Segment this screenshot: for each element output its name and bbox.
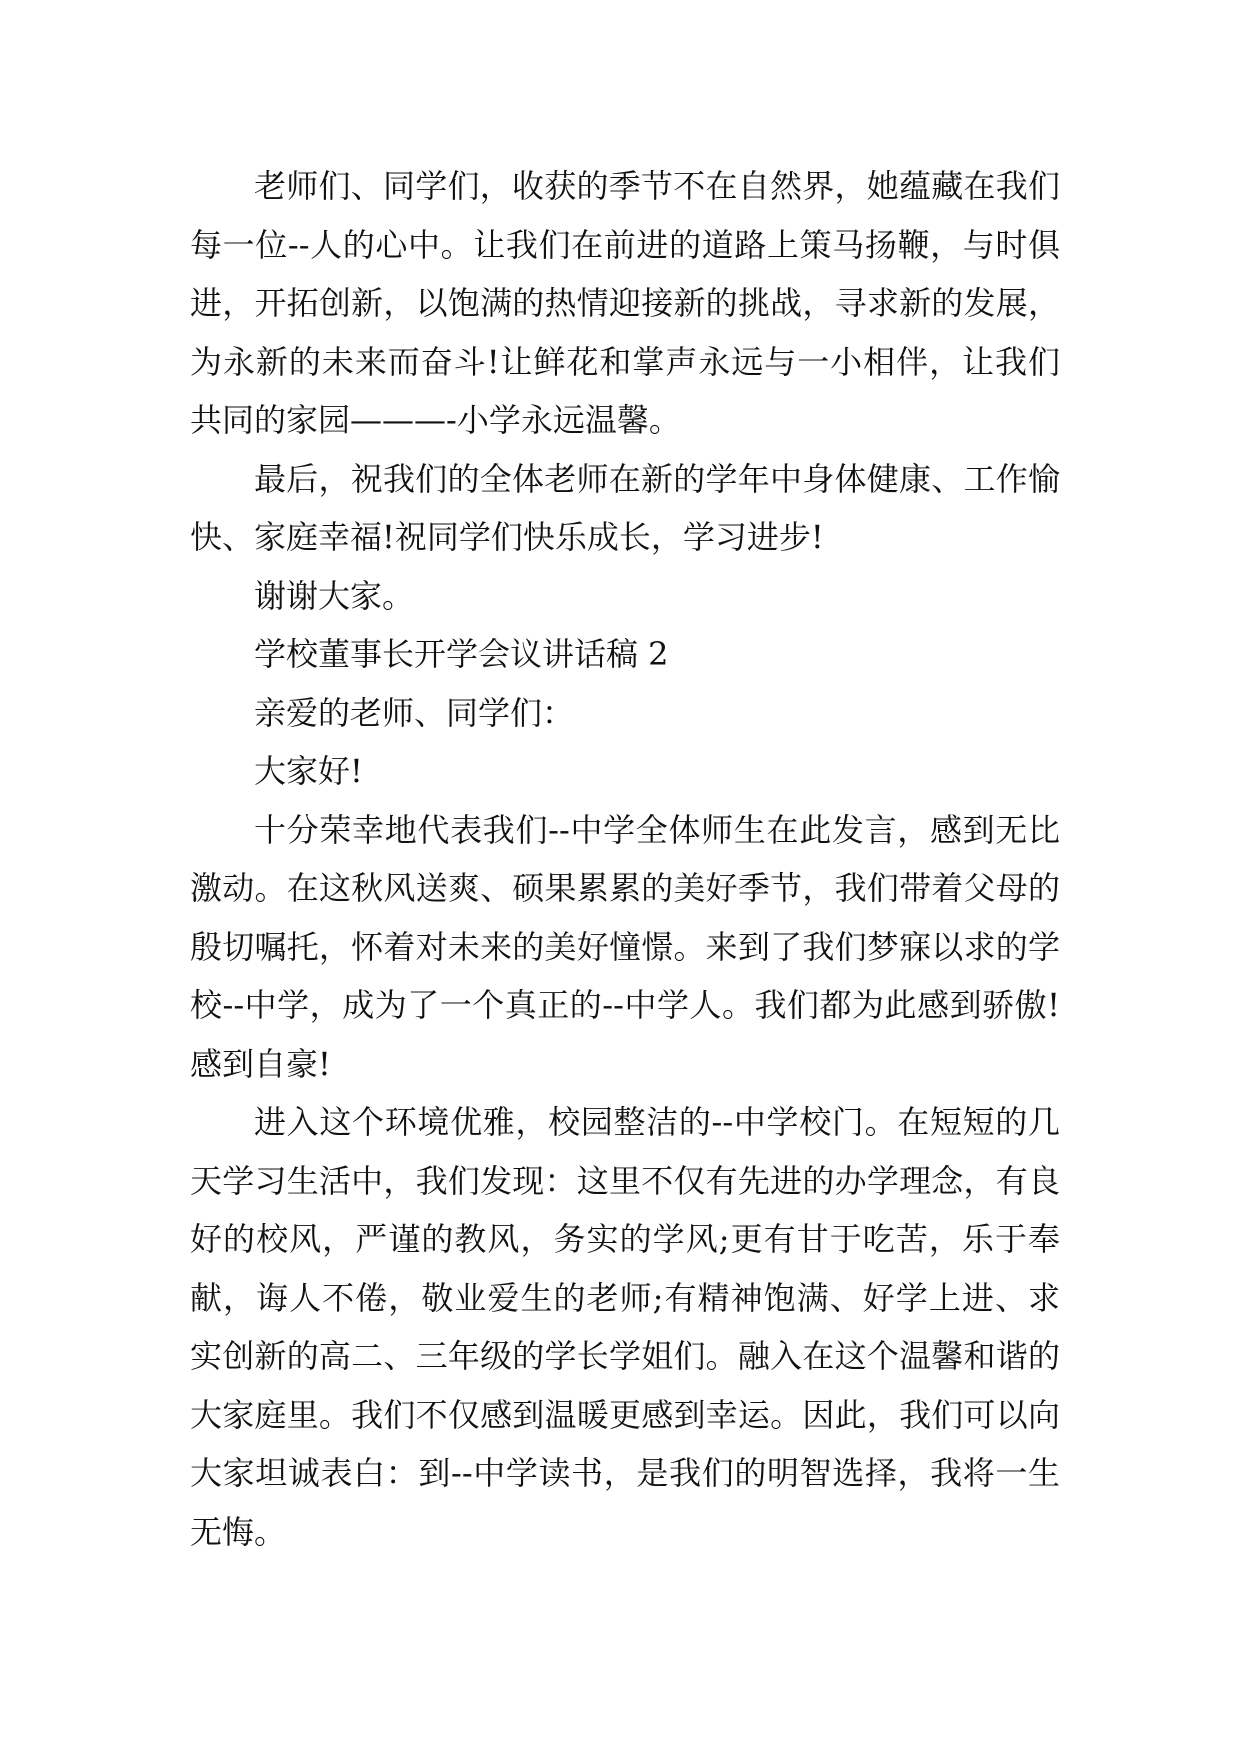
paragraph-final-blessing: 最后，祝我们的全体老师在新的学年中身体健康、工作愉快、家庭幸福!祝同学们快乐成长，学习进步! bbox=[190, 459, 1060, 556]
greeting: 大家好! bbox=[254, 752, 363, 790]
speech-title: 学校董事长开学会议讲话稿 2 bbox=[254, 635, 669, 673]
document-body bbox=[190, 157, 1060, 1561]
paragraph-thanks: 谢谢大家。 bbox=[254, 576, 415, 615]
paragraph-school-life: 进入这个环境优雅，校园整洁的--中学校门。在短短的几天学习生活中，我们发现：这里不仅有先进的办学理念，有良好的校风，严谨的教风，务实的学风;更有甘于吃苦，乐于奉献，诲人不倦，敬业爱生的老师;有精神饱满、好学上进、求实创新的高二、三年级的学长学姐们。融入在这个温馨和谐的大家庭里。我们不仅感到温暖更感到幸运。因此，我们可以向大家坦诚表白：到--中学读书，是我们的明智选择，我将一生无悔。 bbox=[190, 1103, 1060, 1551]
paragraph-closing-wishes: 老师们、同学们，收获的季节不在自然界，她蕴藏在我们每一位--人的心中。让我们在前进的道路上策马扬鞭，与时俱进，开拓创新，以饱满的热情迎接新的挑战，寻求新的发展，为永新的未来而奋斗!让鲜花和掌声永远与一小相伴，让我们共同的家园———-小学永远温馨。 bbox=[190, 167, 1060, 439]
paragraph-honor: 十分荣幸地代表我们--中学全体师生在此发言，感到无比激动。在这秋风送爽、硕果累累的美好季节，我们带着父母的殷切嘱托，怀着对未来的美好憧憬。来到了我们梦寐以求的学校--中学，成为了一个真正的--中学人。我们都为此感到骄傲!感到自豪! bbox=[190, 810, 1060, 1083]
salutation: 亲爱的老师、同学们： bbox=[254, 693, 575, 732]
